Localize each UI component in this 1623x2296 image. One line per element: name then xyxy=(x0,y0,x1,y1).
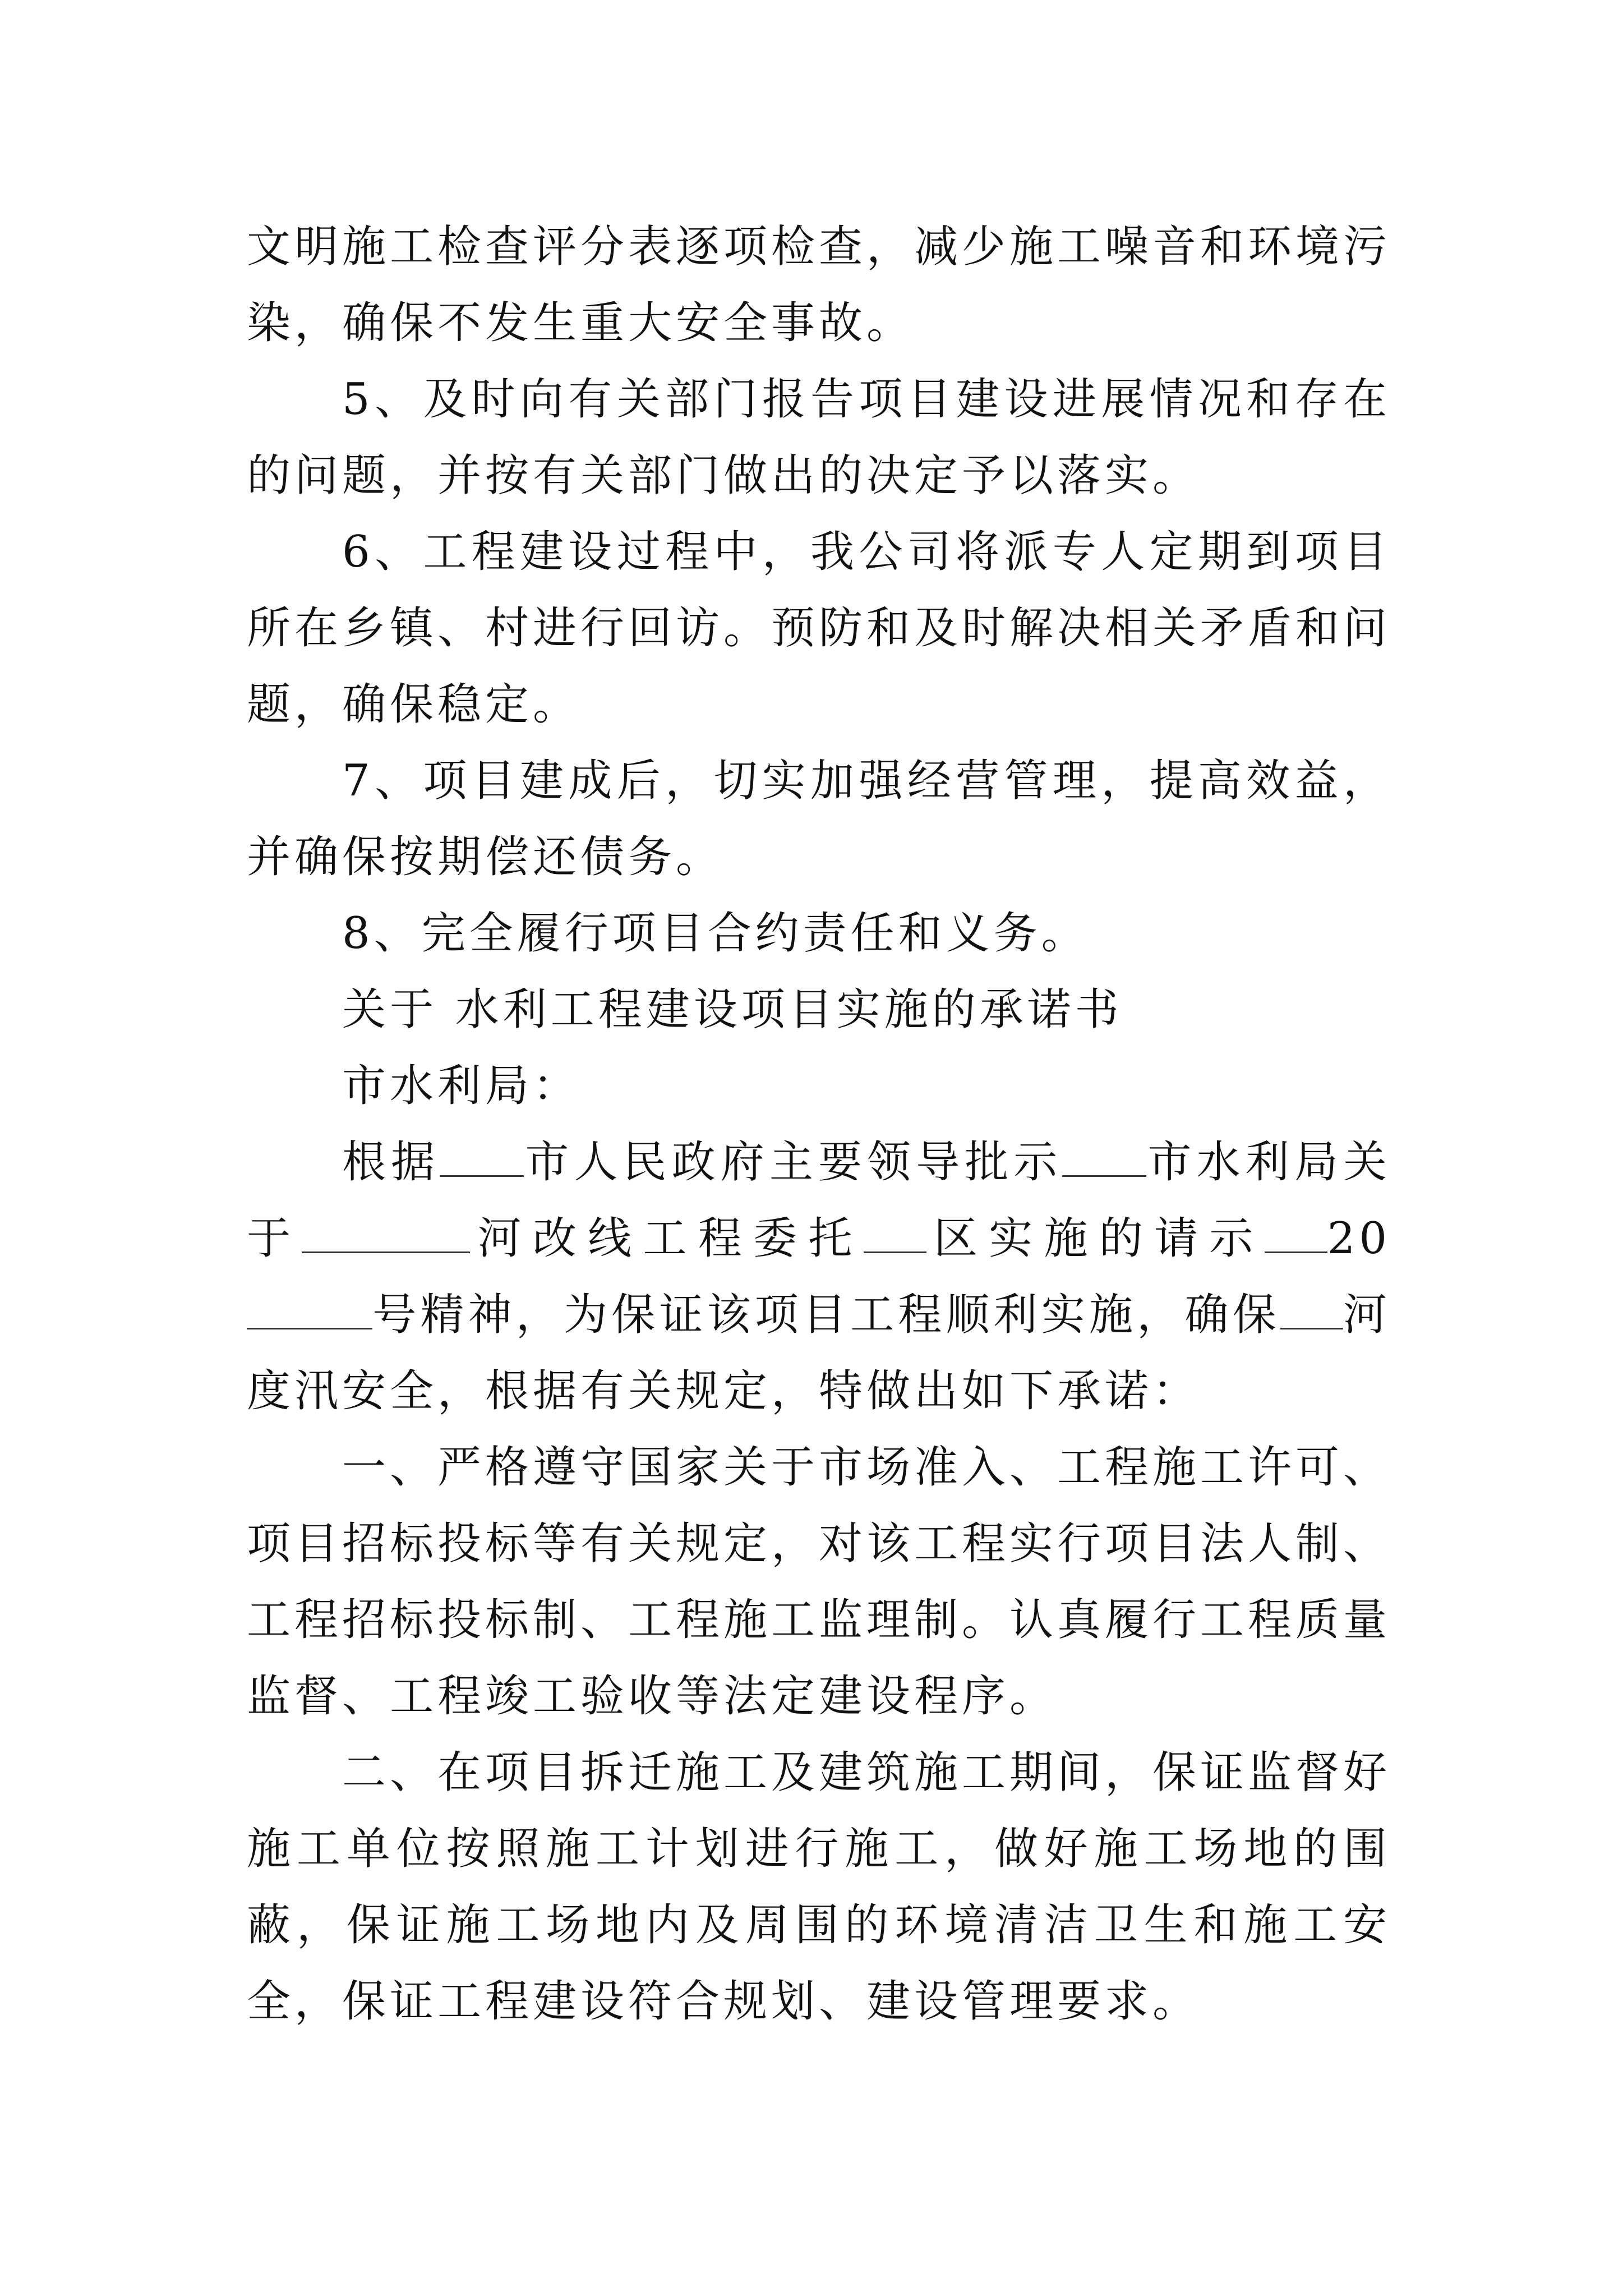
blank-field xyxy=(864,1214,926,1253)
basis-text-7: 号精神，为保证该项目工程顺利实施，确保 xyxy=(372,1290,1280,1340)
basis-text-2: 市人民政府主要领导批示 xyxy=(524,1137,1063,1188)
basis-text-5: 区实施的请示 xyxy=(926,1213,1265,1264)
blank-field xyxy=(440,1138,524,1177)
basis-text-4: 河改线工程委托 xyxy=(470,1213,864,1264)
paragraph-civilized-construction: 文明施工检查评分表逐项检查，减少施工噪音和环境污染，确保不发生重大安全事故。 xyxy=(247,222,1391,348)
basis-text-1: 根据 xyxy=(342,1137,440,1188)
blank-field xyxy=(1265,1214,1327,1253)
blank-field xyxy=(1280,1291,1343,1329)
blank-field xyxy=(247,1291,372,1329)
basis-text-6: 20 xyxy=(1327,1213,1391,1264)
commitment-item-1: 一、严格遵守国家关于市场准入、工程施工许可、项目招标投标等有关规定，对该工程实行项目法人制、工程招标投标制、工程施工监理制。认真履行工程质量监督、工程竣工验收等法定建设程序。 xyxy=(247,1442,1391,1722)
document-title: 关于 水利工程建设项目实施的承诺书 xyxy=(342,984,1123,1035)
commitment-item-2: 二、在项目拆迁施工及建筑施工期间，保证监督好施工单位按照施工计划进行施工，做好施工场地的围蔽，保证施工场地内及周围的环境清洁卫生和施工安全，保证工程建设符合规划、建设管理要求。 xyxy=(247,1747,1391,2027)
blank-field xyxy=(1062,1138,1146,1177)
basis-text-3: 市水利局关于 xyxy=(247,1137,1391,1264)
paragraph-item-5: 5、及时向有关部门报告项目建设进展情况和存在的问题，并按有关部门做出的决定予以落实。 xyxy=(247,374,1391,501)
paragraph-item-8: 8、完全履行项目合约责任和义务。 xyxy=(342,908,1089,959)
paragraph-item-7: 7、项目建成后，切实加强经营管理，提高效益，并确保按期偿还债务。 xyxy=(247,756,1391,882)
salutation: 市水利局： xyxy=(342,1061,581,1111)
basis-text-8: 河度汛安全，根据有关规定，特做出如下承诺： xyxy=(247,1290,1391,1416)
paragraph-item-6: 6、工程建设过程中，我公司将派专人定期到项目所在乡镇、村进行回访。预防和及时解决相关矛盾和问题，确保稳定。 xyxy=(247,527,1391,730)
blank-field xyxy=(302,1214,470,1253)
paragraph-basis xyxy=(247,1124,1391,1429)
document-body xyxy=(247,209,1391,2040)
